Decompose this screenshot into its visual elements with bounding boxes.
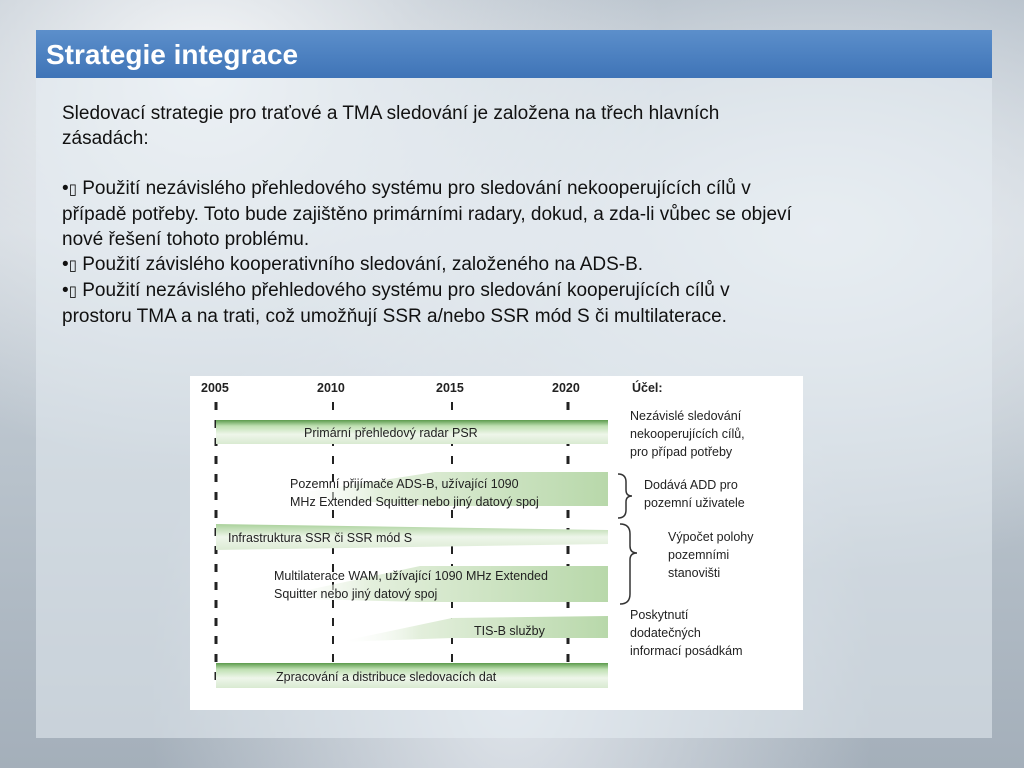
roadmap-figure	[190, 376, 803, 710]
bullet-item: •▯ Použití nezávislého přehledového systému pro sledování nekooperujících cílů v případě potřeby. Toto bude zajištěno primárními radary, dokud, a zda-li vůbec se objeví nové řešení tohoto problému.	[62, 178, 792, 250]
purpose-text: Poskytnutí	[630, 608, 689, 622]
purpose-text: Nezávislé sledování	[630, 409, 742, 423]
purpose-text: dodatečných	[630, 626, 701, 640]
bullet-marker: •	[62, 254, 69, 275]
roadmap-bar-label: MHz Extended Squitter nebo jiný datový spoj	[290, 495, 539, 509]
slide-body	[62, 101, 952, 329]
brace-icon	[620, 524, 637, 604]
roadmap-bar-label: Zpracování a distribuce sledovacích dat	[276, 670, 497, 684]
purpose-text: Výpočet polohy	[668, 530, 754, 544]
purpose-header: Účel:	[632, 381, 663, 395]
purpose-text: nekooperujících cílů,	[630, 427, 745, 441]
bullet-marker: •	[62, 280, 69, 301]
year-label: 2015	[436, 381, 464, 395]
purpose-text: informací posádkám	[630, 644, 743, 658]
missing-glyph-icon: ▯	[68, 180, 77, 198]
year-label: 2010	[317, 381, 345, 395]
roadmap-bar-label: Infrastruktura SSR či SSR mód S	[228, 531, 413, 545]
roadmap-bar-label: TIS-B služby	[474, 624, 545, 638]
missing-glyph-icon: ▯	[68, 256, 77, 274]
roadmap-bar-label: Pozemní přijímače ADS-B, užívající 1090	[290, 477, 519, 491]
bullet-item: •▯ Použití nezávislého přehledového systému pro sledování kooperujících cílů v prostoru TMA a na trati, což umožňují SSR a/nebo SSR mód S či multilaterace.	[62, 280, 730, 327]
missing-glyph-icon: ▯	[68, 282, 77, 300]
year-label: 2005	[201, 381, 229, 395]
roadmap-bar-label: Multilaterace WAM, užívající 1090 MHz Extended	[274, 569, 548, 583]
roadmap-bar-label: Squitter nebo jiný datový spoj	[274, 587, 438, 601]
purpose-text: pozemními	[668, 548, 730, 562]
bullet-marker: •	[62, 178, 69, 199]
purpose-text: stanovišti	[668, 566, 721, 580]
bullet-item: •▯ Použití závislého kooperativního sledování, založeného na ADS-B.	[62, 254, 644, 275]
brace-icon	[618, 474, 632, 518]
purpose-text: pro případ potřeby	[630, 445, 733, 459]
slide-title: Strategie integrace	[46, 39, 299, 70]
year-label: 2020	[552, 381, 580, 395]
purpose-text: pozemní uživatele	[644, 496, 745, 510]
roadmap-diagram	[190, 376, 803, 710]
roadmap-bar-label: Primární přehledový radar PSR	[304, 426, 478, 440]
purpose-text: Dodává ADD pro	[644, 478, 738, 492]
intro-text: Sledovací strategie pro traťové a TMA sledování je založena na třech hlavních zásadách:	[62, 103, 720, 149]
